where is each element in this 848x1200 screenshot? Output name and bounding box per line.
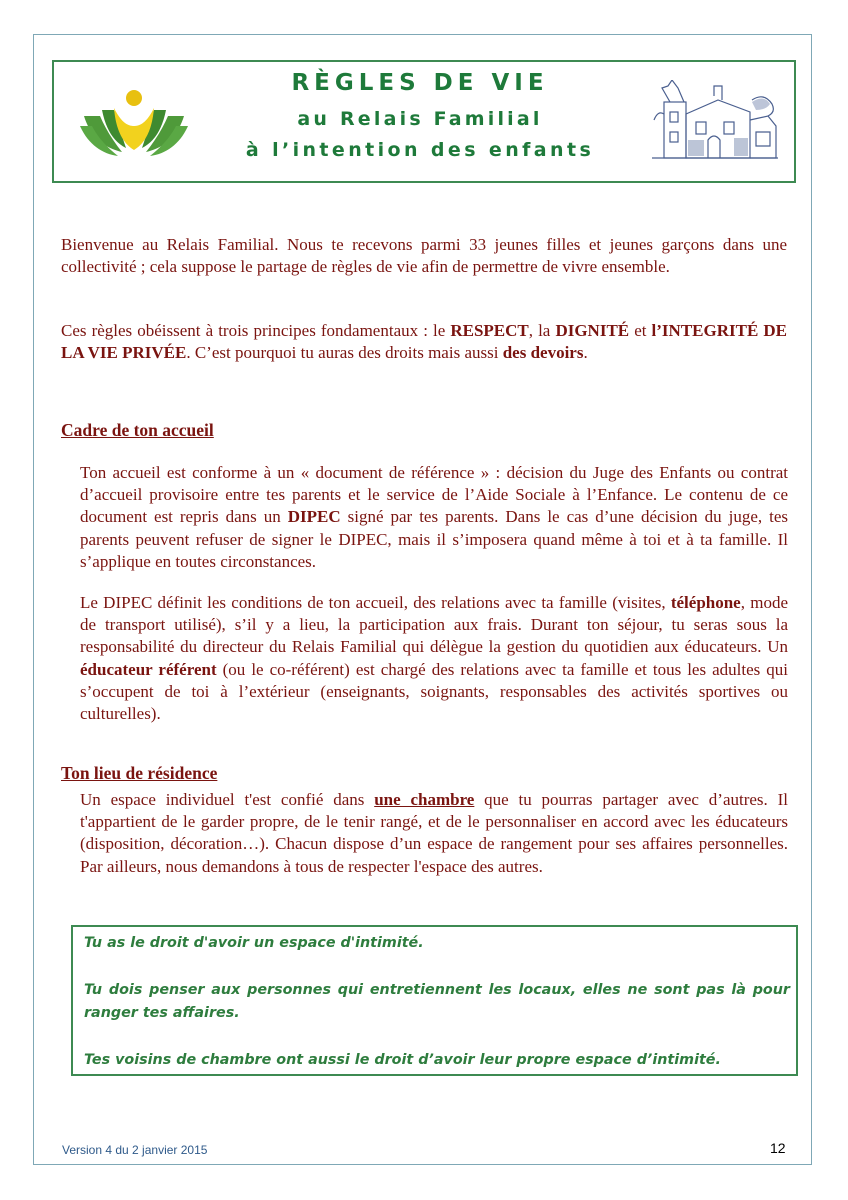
- dignite-term: DIGNITÉ: [555, 321, 630, 340]
- callout-line-2: Tu dois penser aux personnes qui entretiennent les locaux, elles ne sont pas là pour ranger tes affaires.: [84, 982, 790, 1021]
- residence-paragraph-1: [80, 789, 788, 878]
- section-heading-residence: Ton lieu de résidence: [61, 763, 218, 783]
- text-span: . C’est pourquoi tu auras des droits mais aussi: [186, 343, 503, 363]
- intro-paragraph-2: [61, 320, 787, 364]
- text-span: et: [629, 321, 652, 340]
- text-span: Le DIPEC définit les conditions de ton accueil, des relations avec ta famille (visites,: [80, 593, 671, 612]
- chambre-term: une chambre: [374, 790, 475, 809]
- callout-line-3: Tes voisins de chambre ont aussi le droit d’avoir leur propre espace d’intimité.: [84, 1052, 721, 1068]
- callout-line-1: Tu as le droit d'avoir un espace d'intimité.: [84, 935, 424, 951]
- title-line-2: au Relais Familial: [297, 108, 543, 130]
- devoirs-term: des devoirs: [502, 343, 584, 363]
- title-line-1: RÈGLES DE VIE: [291, 70, 549, 96]
- text-span: Ces règles obéissent à trois principes fondamentaux : le: [61, 321, 451, 340]
- text-span: que tu pourras partager avec d’autres. Il t'appartient de le garder propre, de le tenir rangé, et de le personnaliser en accord avec les éducateurs (disposition, décoration…). Chacun dispose d’un espace de rangement pour ses affaires personnelles. Par ailleurs, nous demandons à tous de respecter l'espace des autres.: [80, 790, 788, 876]
- cadre-paragraph-2: [80, 592, 788, 725]
- text-span: signé par tes parents. Dans le cas d’une décision du juge, tes parents peuvent refuser de signer le DIPEC, mais il s’imposera quand même à toi et à ta famille. Il s’applique en toutes circonstances.: [80, 507, 788, 571]
- dipec-term: DIPEC: [287, 507, 341, 527]
- text-span: , mode de transport utilisé), s’il y a lieu, la participation aux frais. Durant ton séjour, tu seras sous la responsabilité du directeur du Relais Familial qui délègue la gestion du quotidien aux éducateurs. Un: [80, 593, 788, 657]
- title-line-3: à l’intention des enfants: [245, 139, 595, 161]
- telephone-term: téléphone: [670, 593, 741, 612]
- text-span: Ton accueil est conforme à un « document de référence » : décision du Juge des Enfants ou contrat d’accueil provisoire entre tes parents et le service de l’Aide Sociale à l’Enfance. Le contenu de ce document est repris dans un: [80, 463, 788, 527]
- intro-paragraph-1: Bienvenue au Relais Familial. Nous te recevons parmi 33 jeunes filles et jeunes garçons dans une collectivité ; cela suppose le partage de règles de vie afin de permettre de vivre ensemble.: [61, 235, 787, 277]
- footer-version: Version 4 du 2 janvier 2015: [62, 1143, 208, 1157]
- relais-familial-logo-icon: [80, 86, 188, 160]
- house-illustration-icon: [652, 80, 778, 162]
- cadre-paragraph-1: [80, 462, 788, 573]
- educateur-referent-term: éducateur référent: [80, 659, 217, 679]
- section-heading-cadre: Cadre de ton accueil: [61, 420, 214, 440]
- text-span: (ou le co-référent) est chargé des relations avec ta famille et tous les adultes qui s’occupent de toi à l’extérieur (enseignants, soignants, responsables des activités sportives ou culturelles).: [80, 659, 788, 724]
- text-span: Un espace individuel t'est confié dans: [80, 790, 375, 809]
- text-span: .: [583, 343, 588, 363]
- text-span: , la: [528, 321, 556, 340]
- page-number: 12: [770, 1140, 786, 1156]
- respect-term: RESPECT: [450, 321, 529, 340]
- integrite-term: l’INTEGRITÉ DE LA VIE PRIVÉE: [61, 321, 787, 363]
